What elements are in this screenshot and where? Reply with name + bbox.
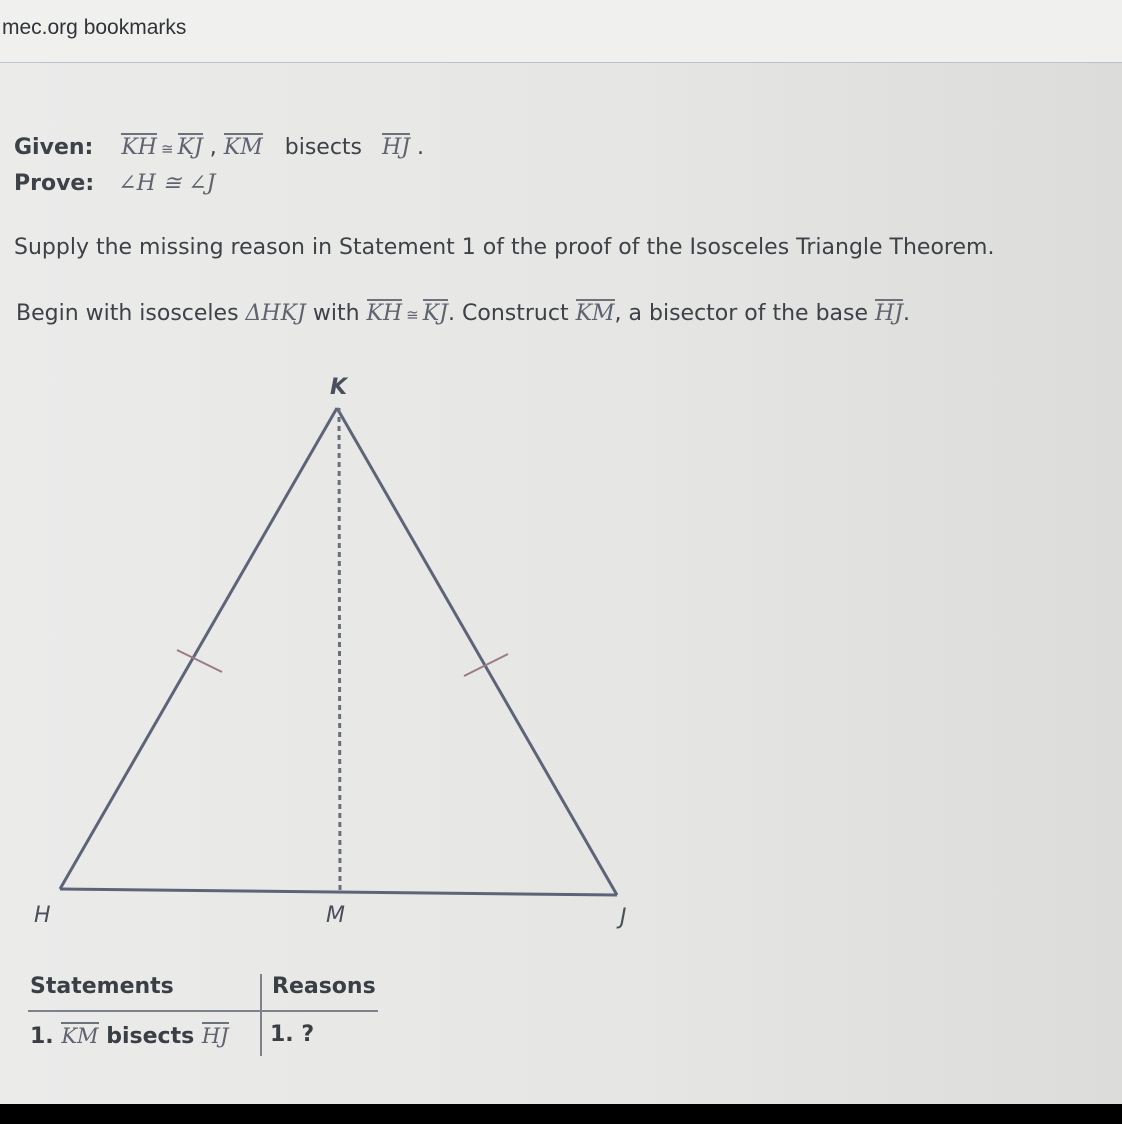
prove-line [14,171,215,196]
bisector-km [339,408,340,892]
statement-segment-hj: HJ [201,1024,229,1048]
begin-text-2: with [305,301,367,326]
prove-label: Prove: [14,171,95,196]
begin-text-1: Begin with isosceles [16,301,246,326]
bookmarks-bar [0,0,1122,63]
screen-bottom-edge [0,1104,1122,1124]
vertex-label-h: H [34,903,51,928]
segment-km: KM [223,135,263,160]
table-column-divider [260,974,262,1056]
vertex-label-j: J [620,905,627,930]
segment-hj: HJ [382,135,411,160]
tick-mark-kj [464,654,508,676]
begin-segment-km: KM [575,301,615,326]
bookmarks-link[interactable]: mec.org bookmarks [2,16,187,39]
vertex-label-k: K [330,375,348,400]
begin-segment-kh: KH [366,301,403,326]
tick-mark-kh [177,650,222,672]
vertex-label-m: M [326,903,345,928]
table-header-divider [28,1010,378,1012]
given-line [14,133,424,160]
begin-line [16,299,910,326]
statement-bisects: bisects [106,1024,195,1049]
begin-segment-kj: KJ [422,301,449,326]
segment-kh: KH [121,135,157,160]
statement-number: 1. [30,1024,54,1049]
bisects-text: bisects [284,135,363,160]
statement-row-1 [30,1022,229,1049]
begin-congruent-symbol: ≅ [406,306,419,324]
given-label: Given: [14,135,94,160]
congruent-symbol: ≅ [160,140,174,158]
begin-text-4: , a bisector of the base [614,301,876,326]
comma: , [209,135,217,160]
begin-text-3: . Construct [448,301,576,326]
triangle-name: ΔHKJ [245,301,306,326]
segment-kj: KJ [177,135,203,160]
side-kj [337,408,617,895]
prove-statement: ∠H ≅ ∠J [118,171,216,196]
side-hk [60,408,337,889]
begin-segment-hj: HJ [875,301,904,326]
instruction-text: Supply the missing reason in Statement 1 of the proof of the Isosceles Triangle Theorem. [14,235,995,260]
reasons-header: Reasons [272,974,376,999]
period: . [417,135,425,160]
reason-row-1[interactable]: 1. ? [270,1022,315,1047]
statement-segment-km: KM [61,1024,99,1048]
proof-table [28,968,388,1068]
begin-period: . [903,301,911,326]
isosceles-triangle-diagram [0,360,680,950]
statements-header: Statements [30,974,174,999]
